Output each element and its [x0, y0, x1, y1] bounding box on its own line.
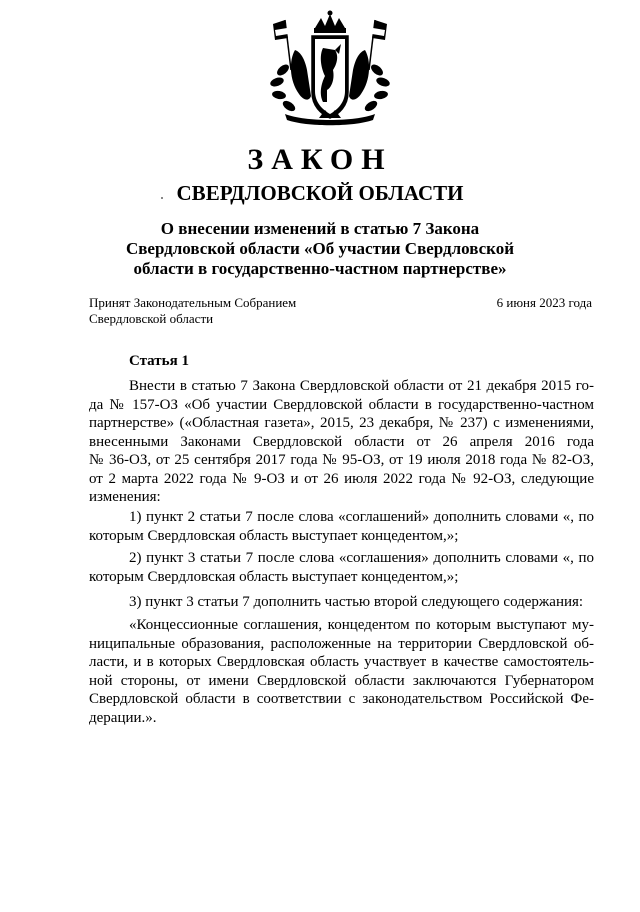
paragraph-line: ной стороны, от имени Свердловской области заключаются Губернатором	[89, 672, 594, 689]
article-paragraph	[89, 377, 594, 507]
adopted-date: 6 июня 2023 года	[496, 295, 592, 310]
law-region: СВЕРДЛОВСКОЙ ОБЛАСТИ	[176, 181, 464, 205]
paragraph-line: 1) пункт 2 статьи 7 после слова «соглашений» дополнить словами «, по	[129, 509, 594, 525]
paragraph-line: изменения:	[89, 489, 161, 505]
paragraph-line: ласти, и в которых Свердловская область участвует в качестве самостоятель-	[89, 654, 594, 670]
paragraph-line: которым Свердловская область выступает концедентом,»;	[89, 568, 459, 585]
law-subject-line: области в государственно-частном партнерстве»	[133, 259, 507, 278]
paragraph-line: от 2 марта 2022 года № 9-ОЗ и от 26 июля 2022 года № 92-ОЗ, следующие	[89, 470, 594, 487]
law-subject-line: Свердловской области «Об участии Свердловской	[125, 239, 515, 258]
law-title: ЗАКОН	[247, 143, 393, 176]
paragraph-line: Свердловской области в соответствии с законодательством Российской Фе-	[89, 691, 594, 707]
adopted-by	[89, 295, 296, 327]
paragraph-line: внесенными Законами Свердловской области от 26 апреля 2016 года	[89, 433, 594, 450]
adopted-by-line: Свердловской области	[89, 311, 214, 326]
amendment-item-1	[89, 508, 594, 545]
amendment-item-2	[89, 549, 594, 586]
paragraph-line: Внести в статью 7 Закона Свердловской области от 21 декабря 2015 го-	[129, 378, 594, 394]
paragraph-line: которым Свердловская область выступает концедентом,»;	[89, 527, 459, 544]
paragraph-line: да № 157-ОЗ «Об участии Свердловской области в государственно-частном	[89, 396, 594, 413]
adopted-by-line: Принят Законодательным Собранием	[89, 295, 297, 310]
paragraph-line: № 36-ОЗ, от 25 сентября 2017 года № 95-ОЗ, от 19 июля 2018 года № 82-ОЗ,	[89, 452, 594, 468]
paragraph-line: партнерстве» («Областная газета», 2015, 23 декабря, № 237) с изменениями,	[89, 415, 594, 431]
paragraph-line: 3) пункт 3 статьи 7 дополнить частью второй следующего содержания:	[129, 594, 584, 610]
quoted-amendment	[89, 616, 594, 727]
article-heading: Статья 1	[129, 353, 189, 369]
sverdlovsk-coat-of-arms-icon	[255, 10, 405, 128]
paragraph-line: «Концессионные соглашения, концедентом по которым выступают му-	[129, 617, 594, 633]
paragraph-line: ниципальные образования, расположенные на территории Свердловской об-	[89, 635, 594, 652]
paragraph-line: дерации.».	[89, 709, 157, 726]
law-subject-line: О внесении изменений в статью 7 Закона	[160, 219, 480, 238]
amendment-item-3	[89, 593, 594, 612]
law-subject	[0, 219, 640, 279]
paragraph-line: 2) пункт 3 статьи 7 после слова «соглашения» дополнить словами «, по	[129, 550, 594, 566]
